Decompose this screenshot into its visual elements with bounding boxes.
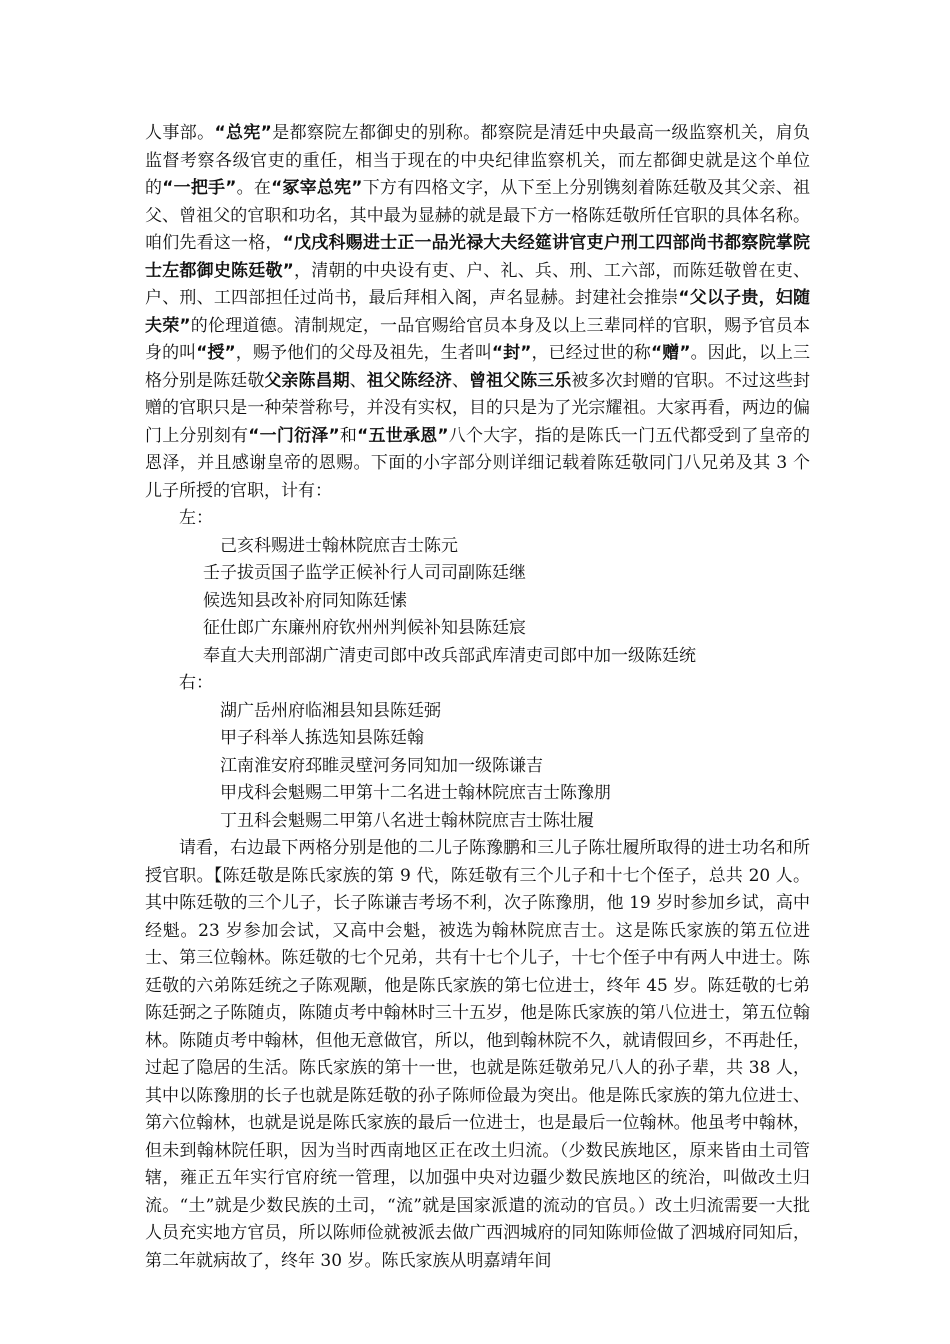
left-gate-item: 征仕郎广东廉州府钦州州判候补知县陈廷宸: [203, 618, 526, 638]
body-text: ，清朝的中央设有吏、户、礼、兵、刑、工六部，而陈廷敬曾在吏、户、刑、工四部担任过尚书，最后拜相入阁，声名显赫。封建社会推崇: [145, 260, 810, 308]
family-history-paragraph: 请看，右边最下两格分别是他的二儿子陈豫鹏和三儿子陈壮履所取得的进士功名和所授官职。【陈廷敬是陈氏家族的第 9 代，陈廷敬有三个儿子和十七个侄子，总共 20 人。其中陈廷敬的三个儿子，长子陈谦吉考场不利，次子陈豫朋，他 19 岁时参加乡试，高中经魁。23 岁参加会试，又高中会魁，被选为翰林院庶吉士。这是陈氏家族的第五位进士、第三位翰林。陈廷敬的七个兄弟，共有十七个儿子，十七个侄子中有两人中进士。陈廷敬的六弟陈廷统之子陈观颙，他是陈氏家族的第七位进士，终年 45 岁。陈廷敬的七弟陈廷弼之子陈随贞，陈随贞考中翰林时三十五岁，他是陈氏家族的第八位进士，第五位翰林。陈随贞考中翰林，但他无意做官，所以，他到翰林院不久，就请假回乡，不再赴任，过起了隐居的生活。陈氏家族的第十一世，也就是陈廷敬弟兄八人的孙子辈，共 38 人，其中以陈豫朋的长子也就是陈廷敬的孙子陈师俭最为突出。他是陈氏家族的第九位进士、第六位翰林，也就是说是陈氏家族的最后一位进士，也是最后一位翰林。他虽考中翰林，但未到翰林院任职，因为当时西南地区正在改土归流。（少数民族地区，原来皆由土司管辖，雍正五年实行官府统一管理，以加强中央对边疆少数民族地区的统治，叫做改土归流。“土”就是少数民族的土司，“流”就是国家派遣的流动的官员。）改土归流需要一大批人员充实地方官员，所以陈师俭就被派去做广西泗城府的同知陈师俭做了泗城府同知后，第二年就病故了，终年 30 岁。陈氏家族从明嘉靖年间: [145, 838, 810, 1271]
emphasis-text: 祖父陈经济: [366, 370, 452, 391]
body-text: 八个大字，指的是陈氏一门五代都受到了皇帝的恩泽，并且感谢皇帝的恩赐。下面的小字部分则详细记载着陈廷敬同门八兄弟及其 3 个儿子所授的官职，计有：: [145, 425, 811, 501]
body-text: 、: [349, 370, 367, 391]
emphasis-text: “一把手”: [162, 178, 237, 198]
right-gate-list: [145, 698, 810, 836]
right-gate-item: 丁丑科会魁赐二甲第八名进士翰林院庶吉士陈壮履: [220, 810, 594, 831]
right-gate-label: 右：: [179, 673, 213, 693]
body-text: 是都察院左都御史的别称。都察院是清廷中央最高一级监察机关，肩负监督考察各级官吏的重任，相当于现在的中央纪律监察机关，而左都御史就是这个单位的: [145, 123, 811, 198]
emphasis-text: “封”: [491, 343, 532, 363]
right-gate-item: 甲戌科会魁赐二甲第十二名进士翰林院庶吉士陈豫朋: [220, 783, 611, 803]
body-text: 和: [339, 425, 358, 446]
emphasis-text: “戊戌科赐进士正一品光禄大夫经筵讲官吏户刑工四部尚书都察院掌院士左都御史陈廷敬”: [145, 233, 811, 281]
document-body: [145, 120, 810, 1275]
emphasis-text: “五世承恩”: [357, 425, 449, 446]
left-gate-item: 己亥科赐进士翰林院庶吉士陈元: [220, 535, 458, 556]
emphasis-text: “父以子贵，妇随夫荣”: [145, 288, 810, 336]
left-gate-list: [145, 533, 810, 671]
right-gate-item: 江南淮安府邳睢灵壁河务同知加一级陈谦吉: [220, 755, 543, 776]
emphasis-text: 曾祖父陈三乐: [469, 370, 572, 391]
body-text: ，已经过世的称: [531, 343, 651, 363]
intro-paragraph: [145, 120, 810, 505]
body-text: 。在: [236, 178, 272, 198]
emphasis-text: “一门衍泽”: [248, 425, 340, 446]
body-text: 、: [451, 370, 470, 391]
right-gate-item: 湖广岳州府临湘县知县陈廷弼: [220, 700, 441, 721]
emphasis-text: “冢宰总宪”: [271, 178, 363, 198]
body-text: 。因此，以上三格分别是陈廷敬: [145, 343, 811, 391]
body-text: 人事部。: [145, 123, 215, 143]
emphasis-text: “赠”: [651, 343, 691, 363]
left-gate-item: 奉直大夫刑部湖广清吏司郎中改兵部武库清吏司郎中加一级陈廷统: [203, 645, 696, 666]
left-gate-item: 壬子拔贡国子监学正候补行人司司副陈廷继: [203, 563, 526, 583]
left-gate-item: 候选知县改补府同知陈廷愫: [203, 590, 407, 611]
body-text: 被多次封赠的官职。不过这些封赠的官职只是一种荣誉称号，并没有实权，目的只是为了光宗耀祖。大家再看，两边的偏门上分别刻有: [145, 370, 811, 446]
body-text: ，赐予他们的父母及祖先，生者叫: [235, 343, 492, 363]
emphasis-text: “总宪”: [214, 123, 272, 143]
emphasis-text: “授”: [196, 343, 236, 363]
right-gate-item: 甲子科举人拣选知县陈廷翰: [220, 728, 424, 748]
emphasis-text: 父亲陈昌期: [264, 370, 350, 391]
body-text: 的伦理道德。清制规定，一品官赐给官员本身及以上三辈同样的官职，赐予官员本身的叫: [145, 315, 810, 363]
left-gate-label: 左：: [179, 508, 213, 528]
body-text: 下方有四格文字，从下至上分别镌刻着陈廷敬及其父亲、祖父、曾祖父的官职和功名，其中最为显赫的就是最下方一格陈廷敬所任官职的具体名称。咱们先看这一格，: [145, 178, 811, 253]
